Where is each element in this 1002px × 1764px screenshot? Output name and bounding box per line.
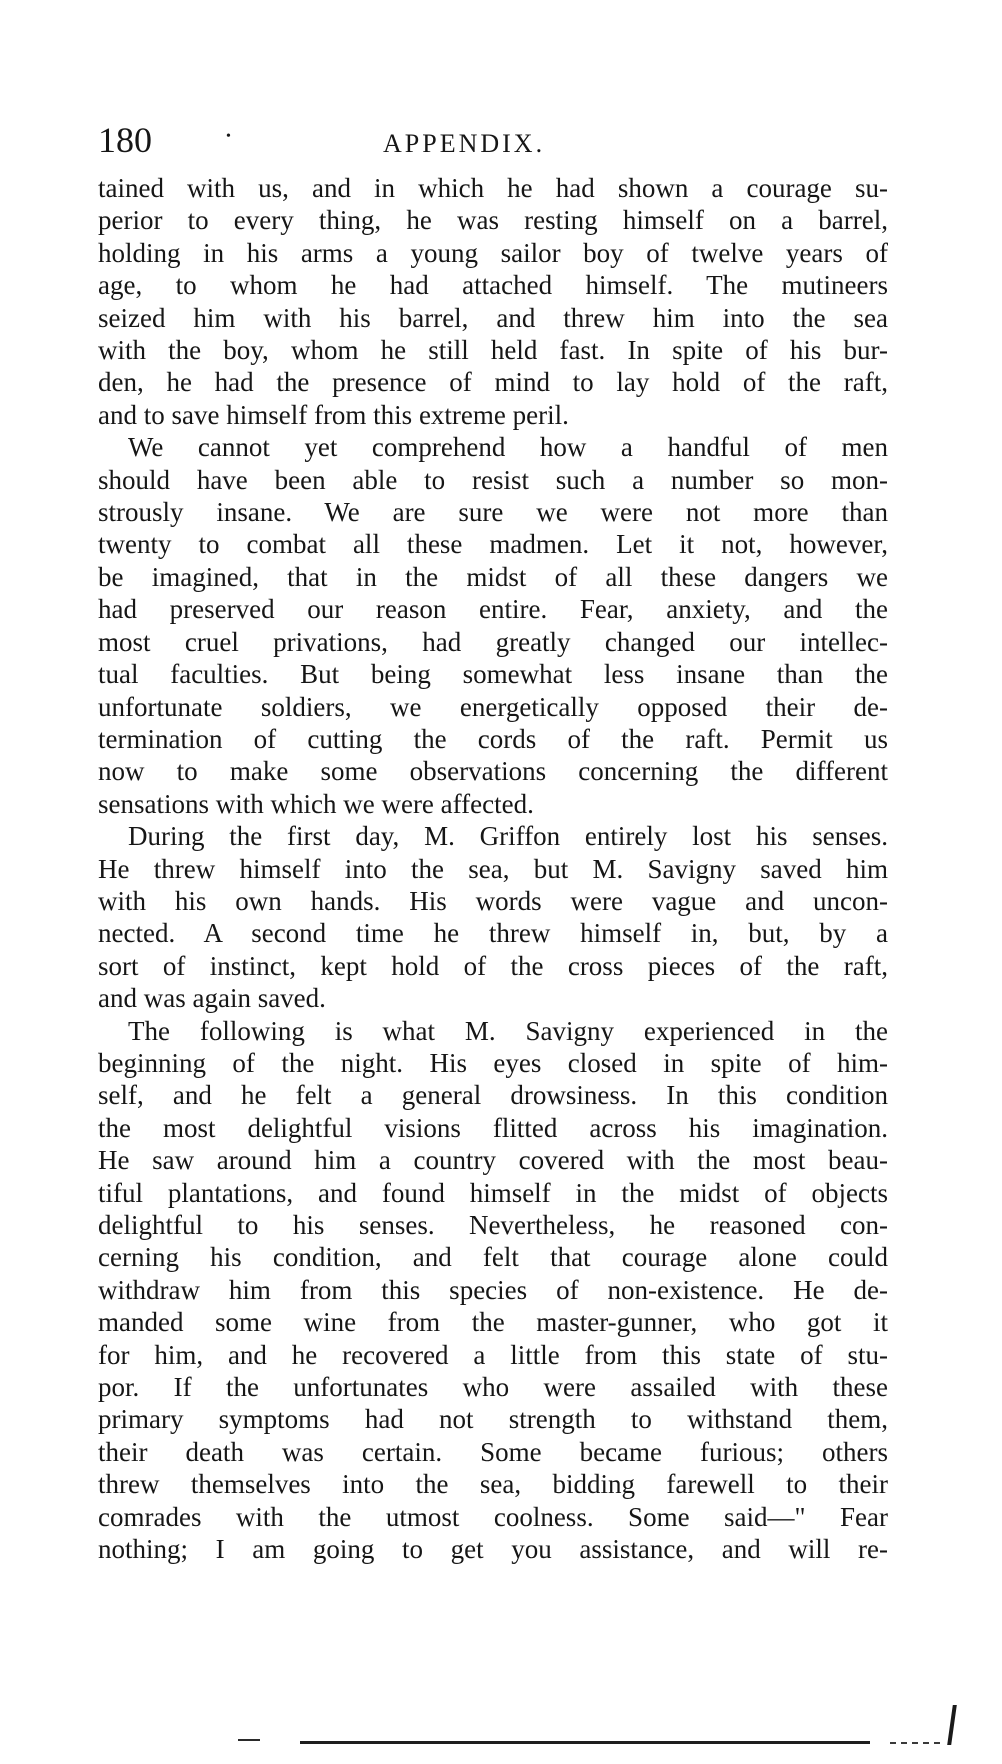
text-line: He saw around him a country covered with the most beau- [98,1145,888,1176]
paragraph-2 [98,431,888,820]
text-line: cerning his condition, and felt that courage alone could [98,1242,888,1273]
text-line: comrades with the utmost coolness. Some said—" Fear [98,1501,888,1532]
text-line: sensations with which we were affected. [98,788,534,819]
text-line: delightful to his senses. Nevertheless, he reasoned con- [98,1210,888,1240]
text-line: withdraw him from this species of non-existence. He de- [98,1274,888,1305]
running-head: APPENDIX. [383,129,546,158]
text-line: nected. A second time he threw himself in, but, by a [98,918,888,949]
text-line: primary symptoms had not strength to withstand them, [98,1404,888,1435]
paragraph-3 [98,820,888,1014]
printer-mark [947,1705,957,1745]
text-line: be imagined, that in the midst of all these dangers we [98,561,888,592]
text-line: beginning of the night. His eyes closed in spite of him- [98,1047,888,1078]
text-line: sort of instinct, kept hold of the cross pieces of the raft, [98,950,888,981]
text-line: with the boy, whom he still held fast. In spite of his bur- [98,335,888,366]
text-line: had preserved our reason entire. Fear, anxiety, and the [98,594,888,625]
text-line: unfortunate soldiers, we energetically opposed their de- [98,691,888,722]
text-line: and was again saved. [98,983,326,1014]
text-line: He threw himself into the sea, but M. Savigny saved him [98,853,888,884]
page-header [98,118,888,162]
text-line: their death was certain. Some became furious; others [98,1436,888,1467]
text-line: with his own hands. His words were vague and uncon- [98,885,888,916]
text-line: nothing; I am going to get you assistance, and will re- [98,1534,888,1565]
text-line: twenty to combat all these madmen. Let it not, however, [98,529,888,560]
text-line: seized him with his barrel, and threw him into the sea [98,302,888,333]
text-line: the most delightful visions flitted across his imagination. [98,1112,888,1143]
text-line: tual faculties. But being somewhat less insane than the [98,659,888,690]
body-text [98,172,888,1565]
text-line: We cannot yet comprehend how a handful of men [128,432,888,463]
text-line: and to save himself from this extreme peril. [98,399,569,430]
text-line: most cruel privations, had greatly changed our intellec- [98,626,888,657]
text-line: now to make some observations concerning the different [98,756,888,787]
paragraph-4 [98,1015,888,1566]
text-line: should have been able to resist such a number so mon- [98,464,888,495]
paragraph-1 [98,172,888,431]
text-line: perior to every thing, he was resting himself on a barrel, [98,205,888,236]
text-line: manded some wine from the master-gunner, who got it [98,1307,888,1338]
footer-rule-tail [890,1742,940,1744]
text-line: termination of cutting the cords of the raft. Permit us [98,723,888,754]
text-line: por. If the unfortunates who were assailed with these [98,1372,888,1403]
text-line: for him, and he recovered a little from this state of stu- [98,1339,888,1370]
text-line: tained with us, and in which he had shown a courage su- [98,173,888,203]
text-line: age, to whom he had attached himself. The mutineers [98,270,888,301]
footer-rule [300,1741,870,1744]
footer-rule-dash [238,1739,260,1741]
text-line: threw themselves into the sea, bidding farewell to their [98,1469,888,1500]
ink-speck: • [226,129,231,144]
text-line: tiful plantations, and found himself in the midst of objects [98,1177,888,1208]
page-number: 180 [98,120,152,160]
text-line: strously insane. We are sure we were not more than [98,497,888,528]
text-line: den, he had the presence of mind to lay hold of the raft, [98,367,888,398]
text-line: During the first day, M. Griffon entirely lost his senses. [128,821,888,852]
text-line: The following is what M. Savigny experienced in the [128,1015,888,1046]
text-line: self, and he felt a general drowsiness. In this condition [98,1080,888,1111]
text-line: holding in his arms a young sailor boy of twelve years of [98,237,888,268]
